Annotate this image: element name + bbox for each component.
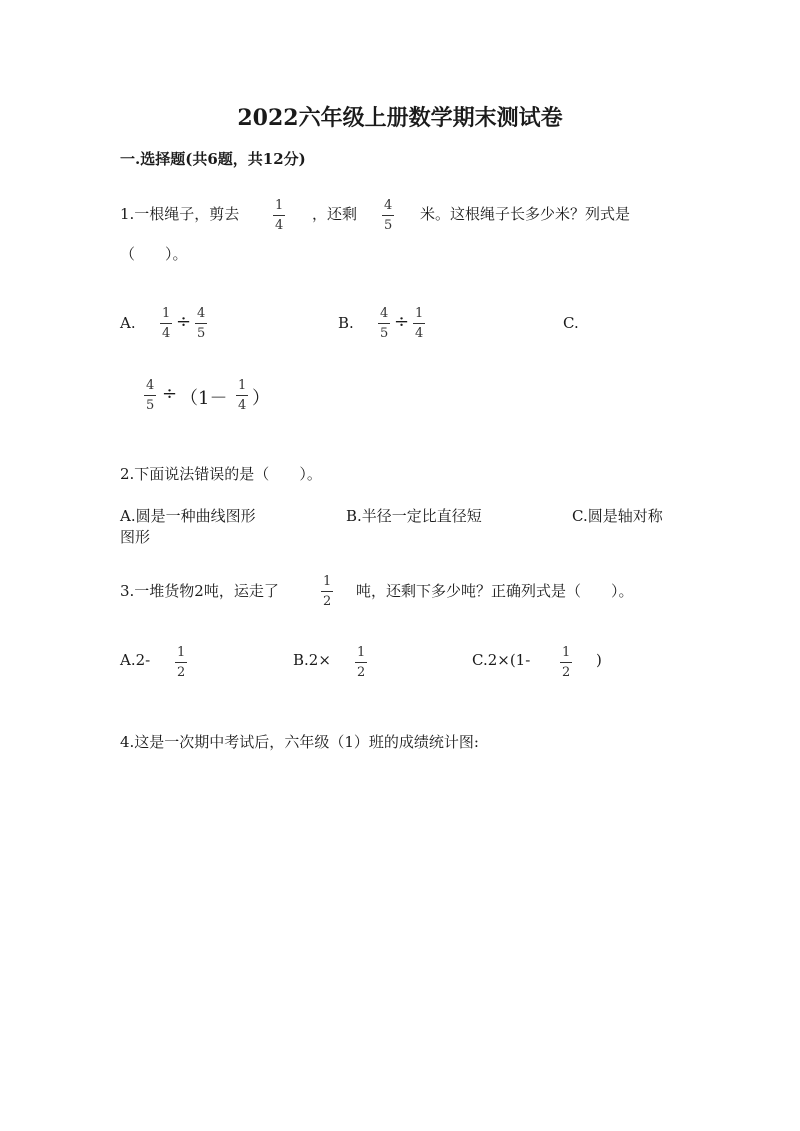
q1-option-b-fraction-2 <box>413 306 425 341</box>
q1-option-c-paren-close: ） <box>252 388 270 409</box>
fraction-denominator: 2 <box>357 665 366 680</box>
q1-fraction-cut <box>273 198 285 233</box>
q1-text-part3: 米。这根绳子长多少米？列式是 <box>420 205 631 223</box>
q1-option-b-label: B. <box>338 314 354 332</box>
fraction-numerator: 1 <box>562 645 571 660</box>
fraction-bar <box>195 323 207 324</box>
q1-option-a-label: A. <box>120 314 136 332</box>
fraction-numerator: 4 <box>146 378 155 393</box>
q2-option-b: B.半径一定比直径短 <box>346 507 482 525</box>
q3-option-b: B.2× <box>293 651 331 669</box>
q3-option-c-close: ) <box>596 651 602 669</box>
fraction-bar <box>560 662 572 663</box>
q3-option-a: A.2- <box>120 651 151 669</box>
fraction-denominator: 4 <box>415 326 424 341</box>
fraction-bar <box>273 215 285 216</box>
fraction-bar <box>382 215 394 216</box>
q3-option-c-fraction <box>560 645 572 680</box>
fraction-bar <box>321 591 333 592</box>
q3-option-b-fraction <box>355 645 367 680</box>
fraction-denominator: 4 <box>238 398 247 413</box>
fraction-denominator: 2 <box>177 665 186 680</box>
q1-option-c-fraction-1 <box>144 378 156 413</box>
q1-option-a-fraction-2 <box>195 306 207 341</box>
fraction-numerator: 4 <box>380 306 389 321</box>
q1-fraction-remaining <box>382 198 394 233</box>
fraction-bar <box>175 662 187 663</box>
fraction-denominator: 2 <box>562 665 571 680</box>
q2-text: 2.下面说法错误的是（ ）。 <box>120 465 322 483</box>
section-heading: 一.选择题(共6题，共12分) <box>120 150 306 168</box>
fraction-numerator: 1 <box>162 306 171 321</box>
q3-text-part2: 吨，还剩下多少吨？正确列式是（ ）。 <box>356 582 634 600</box>
q1-option-a-fraction-1 <box>160 306 172 341</box>
fraction-numerator: 4 <box>384 198 393 213</box>
q2-option-c-continued: 图形 <box>120 528 151 546</box>
fraction-numerator: 4 <box>197 306 206 321</box>
fraction-denominator: 5 <box>146 398 155 413</box>
fraction-denominator: 2 <box>323 594 332 609</box>
q1-option-c-fraction-2 <box>236 378 248 413</box>
fraction-bar <box>378 323 390 324</box>
q1-option-b-fraction-1 <box>378 306 390 341</box>
q1-text-part2: ，还剩 <box>312 205 358 223</box>
page-title: 2022六年级上册数学期末测试卷 <box>237 105 563 131</box>
fraction-bar <box>144 395 156 396</box>
fraction-denominator: 4 <box>275 218 284 233</box>
q1-option-c-label: C. <box>563 314 579 332</box>
q1-option-c-paren-open: （1－ <box>180 388 228 409</box>
q1-option-c-divide: ÷ <box>162 383 178 404</box>
q1-answer-blank: （ ）。 <box>120 245 188 263</box>
fraction-numerator: 1 <box>323 574 332 589</box>
fraction-denominator: 5 <box>380 326 389 341</box>
q3-fraction-moved <box>321 574 333 609</box>
fraction-numerator: 1 <box>357 645 366 660</box>
fraction-numerator: 1 <box>177 645 186 660</box>
q4-text: 4.这是一次期中考试后，六年级（1）班的成绩统计图: <box>120 733 479 751</box>
q1-text-part1: 1.一根绳子，剪去 <box>120 205 240 223</box>
fraction-bar <box>236 395 248 396</box>
q3-text-part1: 3.一堆货物2吨，运走了 <box>120 582 279 600</box>
q2-option-c: C.圆是轴对称 <box>572 507 663 525</box>
fraction-denominator: 5 <box>384 218 393 233</box>
fraction-bar <box>355 662 367 663</box>
q1-option-b-divide: ÷ <box>394 311 410 332</box>
q2-option-a: A.圆是一种曲线图形 <box>120 507 256 525</box>
fraction-bar <box>413 323 425 324</box>
fraction-denominator: 5 <box>197 326 206 341</box>
q1-option-a-divide: ÷ <box>176 311 192 332</box>
fraction-numerator: 1 <box>415 306 424 321</box>
q3-option-a-fraction <box>175 645 187 680</box>
fraction-bar <box>160 323 172 324</box>
fraction-numerator: 1 <box>275 198 284 213</box>
fraction-numerator: 1 <box>238 378 247 393</box>
fraction-denominator: 4 <box>162 326 171 341</box>
q3-option-c: C.2×(1- <box>472 651 531 669</box>
